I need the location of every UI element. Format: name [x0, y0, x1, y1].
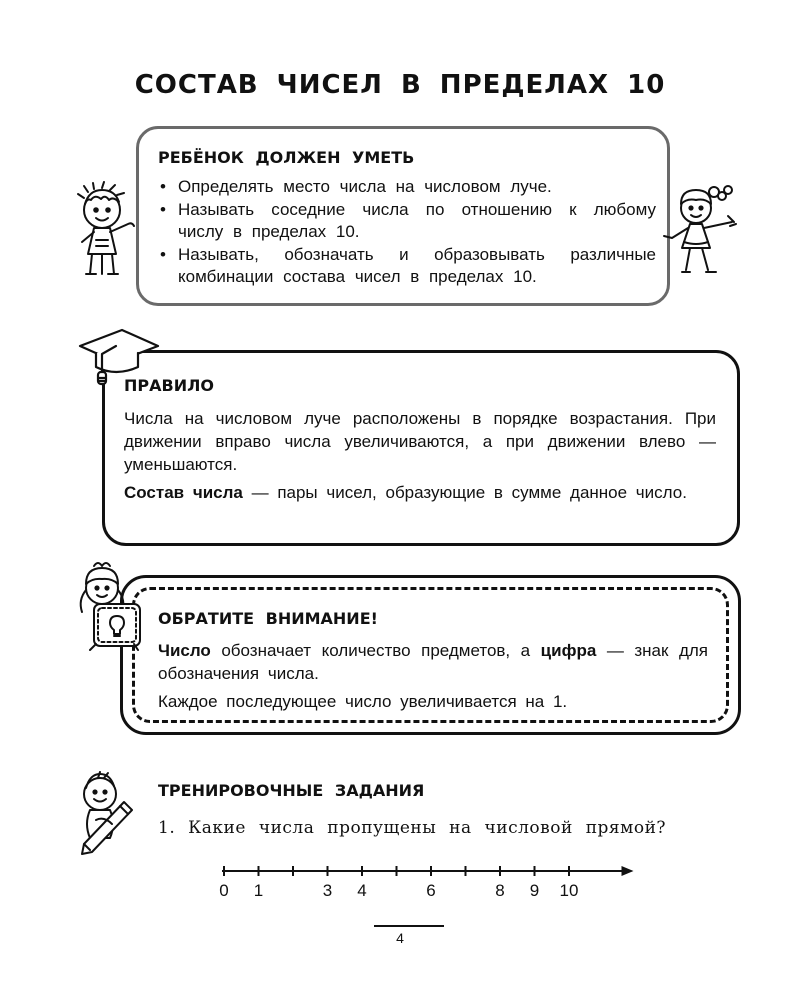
list-item: • Называть, обозначать и образовывать различные комбинации состава чисел в пределах 10.: [158, 244, 656, 289]
rule-definition: [124, 481, 716, 504]
rule-heading: ПРАВИЛО: [124, 376, 214, 395]
rule-definition-text: — пары чисел, образующие в сумме данное число.: [242, 483, 687, 502]
number-line-label: 4: [357, 881, 367, 900]
number-line-label: 0: [219, 881, 229, 900]
attention-text-2: — знак для обозначения числа.: [158, 641, 708, 683]
number-line-label: 9: [529, 881, 540, 900]
page-number: 4: [396, 930, 404, 946]
girl-with-bulb-icon: [72, 560, 152, 656]
boy-with-pencil-icon: [76, 770, 148, 850]
attention-term-number: Число: [158, 641, 211, 660]
rule-paragraph: Числа на числовом луче расположены в порядке возрастания. При движении вправо числа увеличиваются, а при движении влево — уменьшаются.: [124, 409, 716, 474]
attention-term-digit: цифра: [540, 641, 597, 660]
attention-text-1: обозначает количество предметов, а: [210, 641, 541, 660]
boy-icon: [72, 180, 142, 280]
list-item: • Определять место числа на числовом луче.: [158, 176, 656, 199]
page-title: СОСТАВ ЧИСЕЛ В ПРЕДЕЛАХ 10: [134, 70, 666, 100]
rule-term: Состав числа: [124, 483, 243, 502]
number-line: [200, 855, 620, 905]
number-line-label: 8: [495, 881, 505, 900]
page-number-rule: [374, 925, 444, 927]
rule-text: [124, 407, 716, 509]
number-line-arrow: [622, 866, 634, 876]
attention-paragraph-2: Каждое последующее число увеличивается на 1.: [158, 692, 568, 711]
training-heading: ТРЕНИРОВОЧНЫЕ ЗАДАНИЯ: [158, 781, 425, 800]
number-line-label: 6: [426, 881, 436, 900]
number-line-label: 3: [322, 881, 333, 900]
skills-heading: РЕБЁНОК ДОЛЖЕН УМЕТЬ: [158, 148, 415, 167]
number-line-label: 1: [253, 881, 264, 900]
skills-list: [158, 176, 656, 289]
attention-text: [158, 639, 708, 718]
number-line-label: 10: [559, 881, 579, 900]
list-item: • Называть соседние числа по отношению к любому числу в пределах 10.: [158, 199, 656, 244]
attention-heading: ОБРАТИТЕ ВНИМАНИЕ!: [158, 609, 378, 628]
girl-icon: [664, 182, 744, 278]
attention-paragraph: [158, 639, 708, 685]
task-1: 1. Какие числа пропущены на числовой прямой?: [158, 818, 667, 838]
